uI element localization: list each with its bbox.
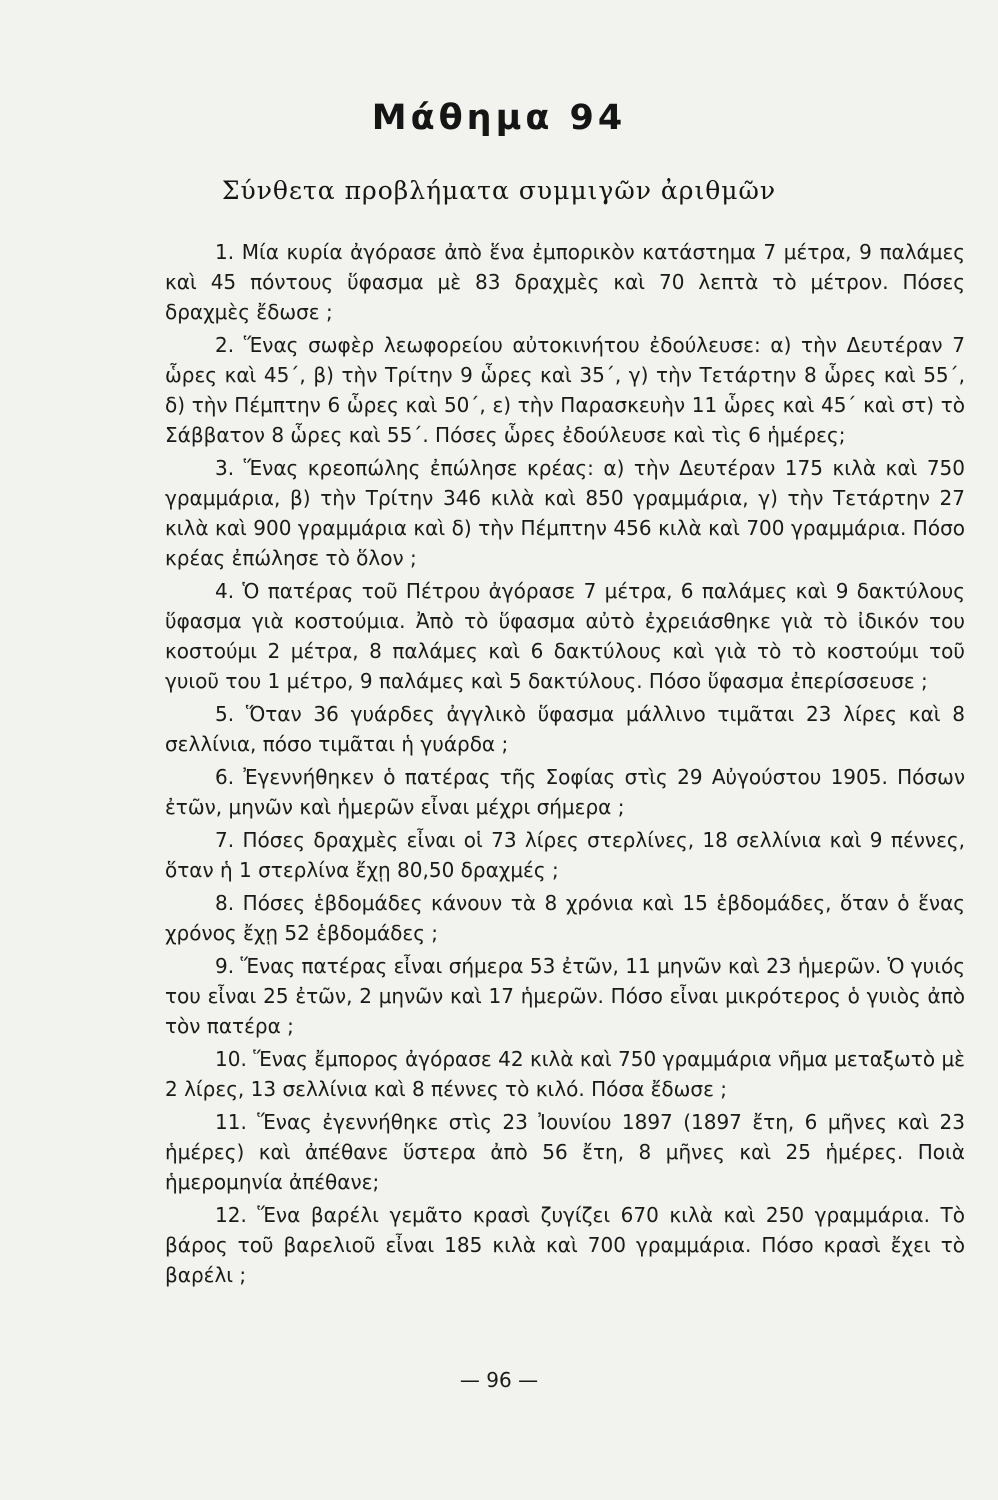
problem-7: 7. Πόσες δραχμὲς εἶναι οἱ 73 λίρες στερλίνες, 18 σελλίνια καὶ 9 πέννες, ὅταν ἡ 1 στερλίνα ἔχῃ 80,50 δραχμές ;: [165, 828, 965, 882]
lesson-title: Μάθημα 94: [371, 98, 627, 138]
problem-1: 1. Μία κυρία ἀγόρασε ἀπὸ ἕνα ἐμπορικὸν κατάστημα 7 μέτρα, 9 παλάμες καὶ 45 πόντους ὕφασμα μὲ 83 δραχμὲς καὶ 70 λεπτὰ τὸ μέτρον. Πόσες δραχμὲς ἔδωσε ;: [165, 240, 965, 324]
problem-8: 8. Πόσες ἑβδομάδες κάνουν τὰ 8 χρόνια καὶ 15 ἑβδομάδες, ὅταν ὁ ἕνας χρόνος ἔχῃ 52 ἑβδομάδες ;: [165, 891, 965, 945]
problem-10: 10. Ἕνας ἔμπορος ἀγόρασε 42 κιλὰ καὶ 750 γραμμάρια νῆμα μεταξωτὸ μὲ 2 λίρες, 13 σελλίνια καὶ 8 πέννες τὸ κιλό. Πόσα ἔδωσε ;: [165, 1047, 965, 1101]
problem-4: 4. Ὁ πατέρας τοῦ Πέτρου ἀγόρασε 7 μέτρα, 6 παλάμες καὶ 9 δακτύλους ὕφασμα γιὰ κοστούμια. Ἀπὸ τὸ ὕφασμα αὐτὸ ἐχρειάσθηκε γιὰ τὸ ἰδικόν του κοστούμι 2 μέτρα, 8 παλάμες καὶ 6 δακτύλους καὶ γιὰ τὸ τὸ κοστούμι τοῦ γυιοῦ του 1 μέτρο, 9 παλάμες καὶ 5 δακτύλους. Πόσο ὕφασμα ἐπερίσσευσε ;: [165, 579, 965, 693]
problem-6: 6. Ἐγεννήθηκεν ὁ πατέρας τῆς Σοφίας στὶς 29 Αὐγούστου 1905. Πόσων ἐτῶν, μηνῶν καὶ ἡμερῶν εἶναι μέχρι σήμερα ;: [165, 765, 965, 819]
problem-12: 12. Ἕνα βαρέλι γεμᾶτο κρασὶ ζυγίζει 670 κιλὰ καὶ 250 γραμμάρια. Τὸ βάρος τοῦ βαρελιοῦ εἶναι 185 κιλὰ καὶ 700 γραμμάρια. Πόσο κρασὶ ἔχει τὸ βαρέλι ;: [165, 1203, 965, 1287]
page-number: — 96 —: [459, 1368, 539, 1392]
problem-3: 3. Ἕνας κρεοπώλης ἐπώλησε κρέας: α) τὴν Δευτέραν 175 κιλὰ καὶ 750 γραμμάρια, β) τὴν Τρίτην 346 κιλὰ καὶ 850 γραμμάρια, γ) τὴν Τετάρτην 27 κιλὰ καὶ 900 γραμμάρια καὶ δ) τὴν Πέμπτην 456 κιλὰ καὶ 700 γραμμάρια. Πόσο κρέας ἐπώλησε τὸ ὅλον ;: [165, 456, 965, 570]
problem-2: 2. Ἕνας σωφὲρ λεωφορείου αὐτοκινήτου ἐδούλευσε: α) τὴν Δευτέραν 7 ὧρες καὶ 45΄, β) τὴν Τρίτην 9 ὧρες καὶ 35΄, γ) τὴν Τετάρτην 8 ὧρες καὶ 55΄, δ) τὴν Πέμπτην 6 ὧρες καὶ 50΄, ε) τὴν Παρασκευὴν 11 ὧρες καὶ 45΄ καὶ στ) τὸ Σάββατον 8 ὧρες καὶ 55΄. Πόσες ὧρες ἐδούλευσε καὶ τὶς 6 ἡμέρες;: [165, 333, 965, 447]
problem-9: 9. Ἕνας πατέρας εἶναι σήμερα 53 ἐτῶν, 11 μηνῶν καὶ 23 ἡμερῶν. Ὁ γυιός του εἶναι 25 ἐτῶν, 2 μηνῶν καὶ 17 ἡμερῶν. Πόσο εἶναι μικρότερος ὁ γυιὸς ἀπὸ τὸν πατέρα ;: [165, 954, 965, 1038]
problem-5: 5. Ὅταν 36 γυάρδες ἀγγλικὸ ὕφασμα μάλλινο τιμᾶται 23 λίρες καὶ 8 σελλίνια, πόσο τιμᾶται ἡ γυάρδα ;: [165, 702, 965, 756]
problem-11: 11. Ἕνας ἐγεννήθηκε στὶς 23 Ἰουνίου 1897 (1897 ἔτη, 6 μῆνες καὶ 23 ἡμέρες) καὶ ἀπέθανε ὕστερα ἀπὸ 56 ἔτη, 8 μῆνες καὶ 25 ἡμέρες. Ποιὰ ἡμερομηνία ἀπέθανε;: [165, 1110, 965, 1194]
lesson-subtitle: Σύνθετα προβλήματα συμμιγῶν ἀριθμῶν: [221, 176, 777, 205]
problem-list: [165, 237, 965, 1293]
